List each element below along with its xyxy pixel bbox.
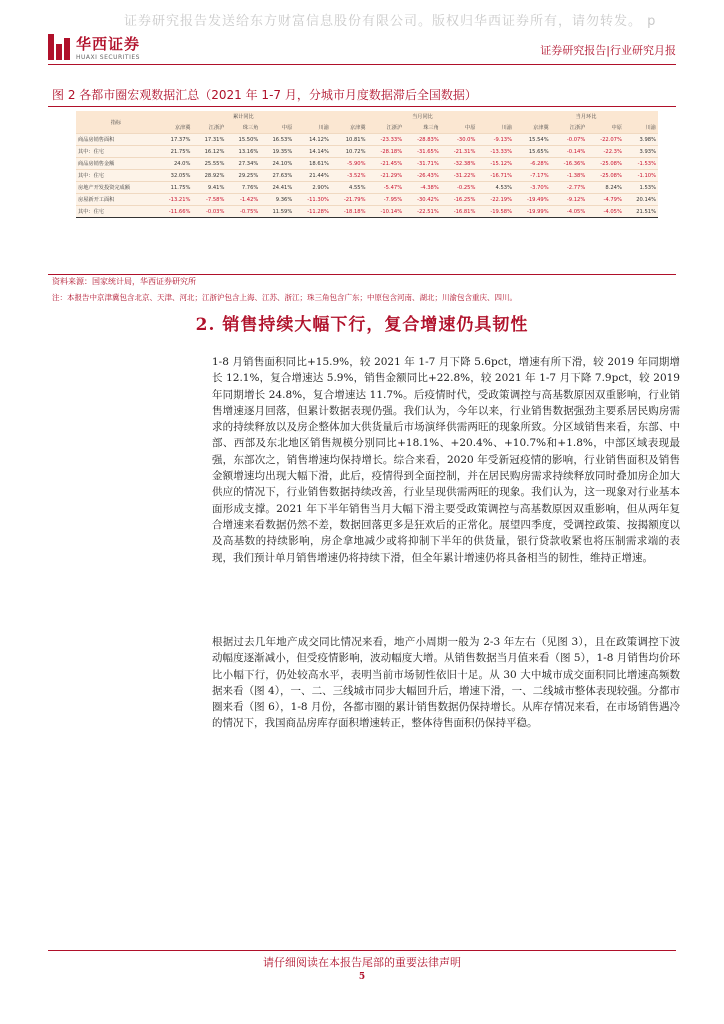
figure-note: 注：本报告中京津冀包含北京、天津、河北；江浙沪包含上海、江苏、浙江；珠三角包含广东；中原包含河南、湖北；川渝包含重庆、四川。 [52, 293, 517, 302]
column-header: 江浙沪 [192, 121, 226, 134]
table-cell: -3.52% [331, 170, 368, 182]
watermark: 证券研究报告发送给东方财富信息股份有限公司。版权归华西证券所有，请勿转发。 p [124, 14, 657, 29]
table-cell: -21.29% [368, 170, 405, 182]
table-row [76, 170, 658, 182]
table-cell: -16.25% [441, 194, 478, 206]
table-cell: -11.66% [156, 206, 193, 218]
logo-name-en: HUAXI SECURITIES [76, 54, 140, 61]
table-cell: -15.12% [477, 158, 514, 170]
table-cell: -22.19% [477, 194, 514, 206]
table-cell: -11.30% [294, 194, 331, 206]
legal-disclaimer: 请仔细阅读在本报告尾部的重要法律声明 [263, 956, 461, 969]
table-cell: -2.77% [551, 182, 588, 194]
table-cell: 14.12% [294, 134, 331, 146]
figure-divider [48, 106, 676, 107]
row-label: 其中：住宅 [76, 206, 156, 218]
table-cell: -0.75% [226, 206, 260, 218]
table-cell: 17.37% [156, 134, 193, 146]
table-cell: -31.65% [404, 146, 441, 158]
table-cell: -30.42% [404, 194, 441, 206]
table-cell: -19.58% [477, 206, 514, 218]
table-row [76, 194, 658, 206]
section-title: 2. 销售持续大幅下行，复合增速仍具韧性 [195, 315, 529, 335]
table-cell: -21.31% [441, 146, 478, 158]
table-cell: -1.38% [551, 170, 588, 182]
company-logo [48, 33, 140, 61]
source-divider [48, 274, 676, 275]
column-header: 珠三角 [226, 121, 260, 134]
table-cell: -28.83% [404, 134, 441, 146]
row-label: 商品房销售金额 [76, 158, 156, 170]
table-cell: 21.44% [294, 170, 331, 182]
figure-source: 资料来源：国家统计局，华西证券研究所 [52, 277, 196, 286]
table-cell: 20.14% [624, 194, 658, 206]
table-cell: -4.05% [551, 206, 588, 218]
table-cell: 8.24% [587, 182, 624, 194]
table-cell: -7.95% [368, 194, 405, 206]
header-divider [48, 64, 676, 65]
body-paragraph: 根据过去几年地产成交同比情况来看，地产小周期一般为 2-3 年左右（见图 3），且在政策调控下波动幅度逐渐减小，但受疫情影响，波动幅度大增。从销售数据当月值来看（图 5），1-8 月销售均价环比小幅下行，仍处较高水平，表明当前市场韧性依旧十足。从 30 大中城市成交面积同比增速高频数据来看（图 4），一、二、三线城市同步大幅回升后，增速下滑，一、二线城市整体表现较强。分都市圈来看（图 6），1-8 月份，各都市圈的累计销售数据仍保持增长。从库存情况来看，在市场销售遇冷的情况下，我国商品房库存面积增速转正，整体待售面积仍保持平稳。 [212, 636, 680, 730]
logo-name-cn: 华西证券 [76, 35, 141, 53]
table-cell: -13.21% [156, 194, 193, 206]
table-cell: 17.31% [192, 134, 226, 146]
column-header: 川渝 [624, 121, 658, 134]
table-cell: 11.59% [260, 206, 294, 218]
table-cell: -32.38% [441, 158, 478, 170]
table-cell: -22.3% [587, 146, 624, 158]
table-cell: 3.93% [624, 146, 658, 158]
table-cell: 25.55% [192, 158, 226, 170]
body-paragraph: 1-8 月销售面积同比+15.9%，较 2021 年 1-7 月下降 5.6pct，增速有所下滑，较 2019 年同期增长 12.1%，复合增速达 5.9%，销售金额同比+22.8%，较 2021 年 1-7 月下降 7.9pct，较 2019 年同期增长 24.8%，复合增速达 11.7%。后疫情时代，受政策调控与高基数原因双重影响，行业销售增速逐月回落，但累计数据表现仍强。我们认为，今年以来，行业销售数据强劲主要系居民购房需求的持续释放以及房企整体加大供货量后市场演绎供需两旺的现象所致。分区域销售来看，东部、中部、西部及东北地区销售规模分别同比+18.1%、+20.4%、+10.7%和+1.8%，中部区域表现最强，东部次之，销售增速均保持增长。综合来看，2020 年受新冠疫情的影响，行业销售面积及销售金额增速均出现大幅下滑，此后，疫情得到全面控制，并在居民购房需求持续释放同时叠加房企加大供应的情况下，行业销售数据持续改善，行业呈现供需两旺的现象。我们认为，这一现象对行业基本面形成支撑。2021 年下半年销售当月大幅下滑主要受政策调控与高基数原因双重影响，但从两年复合增速来看数据仍然不差，数据回落更多是狂欢后的正常化。展望四季度，受调控政策、按揭额度以及高基数的持续影响，房企拿地减少或将抑制下半年的供货量，银行贷款收紧也将压制需求端的表现，我们预计单月销售增速仍将持续下滑，但全年累计增速仍将具备相当的韧性，维持正增速。 [212, 356, 680, 564]
table-cell: -7.17% [514, 170, 551, 182]
table-cell: -16.71% [477, 170, 514, 182]
table-cell: 27.63% [260, 170, 294, 182]
table-cell: -0.03% [192, 206, 226, 218]
table-row [76, 158, 658, 170]
table-cell: -26.43% [404, 170, 441, 182]
row-label: 房地产开发投资完成额 [76, 182, 156, 194]
column-header: 中原 [441, 121, 478, 134]
table-cell: -4.79% [587, 194, 624, 206]
row-label: 其中：住宅 [76, 146, 156, 158]
table-cell: -7.58% [192, 194, 226, 206]
table-cell: 28.92% [192, 170, 226, 182]
table-cell: 18.61% [294, 158, 331, 170]
table-row [76, 134, 658, 146]
table-cell: 15.54% [514, 134, 551, 146]
table-cell: -0.14% [551, 146, 588, 158]
table-cell: -19.99% [514, 206, 551, 218]
table-cell: -3.70% [514, 182, 551, 194]
column-header: 川渝 [477, 121, 514, 134]
column-header: 京津冀 [156, 121, 193, 134]
table-cell: 9.36% [260, 194, 294, 206]
table-cell: -30.0% [441, 134, 478, 146]
table-cell: -31.71% [404, 158, 441, 170]
table-cell: -31.22% [441, 170, 478, 182]
table-cell: 11.75% [156, 182, 193, 194]
table-cell: -11.28% [294, 206, 331, 218]
table-cell: -23.33% [368, 134, 405, 146]
table-cell: -19.49% [514, 194, 551, 206]
table-cell: -10.14% [368, 206, 405, 218]
table-cell: 27.34% [226, 158, 260, 170]
table-cell: -0.07% [551, 134, 588, 146]
table-cell: -21.79% [331, 194, 368, 206]
column-header: 江浙沪 [551, 121, 588, 134]
table-cell: -1.10% [624, 170, 658, 182]
table-cell: 16.53% [260, 134, 294, 146]
report-type: 证券研究报告|行业研究月报 [540, 44, 676, 57]
table-cell: 21.51% [624, 206, 658, 218]
table-cell: -18.18% [331, 206, 368, 218]
table-cell: -1.53% [624, 158, 658, 170]
table-cell: 1.53% [624, 182, 658, 194]
table-cell: -9.13% [477, 134, 514, 146]
table-cell: 4.53% [477, 182, 514, 194]
table-cell: 24.0% [156, 158, 193, 170]
row-label: 商品房销售面积 [76, 134, 156, 146]
table-row [76, 182, 658, 194]
row-label: 房屋新开工面积 [76, 194, 156, 206]
table-cell: 9.41% [192, 182, 226, 194]
column-header: 中原 [260, 121, 294, 134]
table-cell: 15.50% [226, 134, 260, 146]
table-cell: 10.81% [331, 134, 368, 146]
table-row [76, 146, 658, 158]
table-cell: -13.33% [477, 146, 514, 158]
macro-data-table [76, 111, 658, 218]
table-cell: 15.65% [514, 146, 551, 158]
table-cell: -6.28% [514, 158, 551, 170]
row-label: 其中：住宅 [76, 170, 156, 182]
table-cell: -21.45% [368, 158, 405, 170]
column-header: 中原 [587, 121, 624, 134]
table-cell: -4.05% [587, 206, 624, 218]
page-number: 5 [358, 972, 366, 982]
figure-title: 图 2 各都市圈宏观数据汇总（2021 年 1-7 月，分城市月度数据滞后全国数据） [52, 88, 477, 102]
table-cell: 19.35% [260, 146, 294, 158]
group-header: 当月环比 [514, 111, 658, 121]
logo-icon [48, 34, 70, 60]
table-cell: 4.55% [331, 182, 368, 194]
table-cell: -1.42% [226, 194, 260, 206]
footer-divider [48, 950, 676, 951]
table-cell: 14.14% [294, 146, 331, 158]
table-cell: 10.72% [331, 146, 368, 158]
column-header: 京津冀 [514, 121, 551, 134]
table-cell: 7.76% [226, 182, 260, 194]
group-header: 当月同比 [331, 111, 514, 121]
table-corner-label: 指标 [76, 111, 156, 134]
table-cell: -9.12% [551, 194, 588, 206]
table-cell: -5.90% [331, 158, 368, 170]
group-header: 累计同比 [156, 111, 331, 121]
table-cell: 2.90% [294, 182, 331, 194]
table-cell: -22.51% [404, 206, 441, 218]
table-cell: 24.41% [260, 182, 294, 194]
table-cell: -28.18% [368, 146, 405, 158]
table-cell: 3.98% [624, 134, 658, 146]
table-cell: 32.05% [156, 170, 193, 182]
table-cell: 16.12% [192, 146, 226, 158]
column-header: 京津冀 [331, 121, 368, 134]
table-cell: -22.07% [587, 134, 624, 146]
table-cell: 29.25% [226, 170, 260, 182]
table-cell: -25.08% [587, 158, 624, 170]
column-header: 江浙沪 [368, 121, 405, 134]
column-header: 川渝 [294, 121, 331, 134]
table-cell: 24.10% [260, 158, 294, 170]
table-cell: -4.38% [404, 182, 441, 194]
table-cell: -5.47% [368, 182, 405, 194]
table-cell: -16.36% [551, 158, 588, 170]
table-cell: 21.75% [156, 146, 193, 158]
table-cell: -16.81% [441, 206, 478, 218]
table-cell: 13.16% [226, 146, 260, 158]
table-cell: -25.08% [587, 170, 624, 182]
column-header: 珠三角 [404, 121, 441, 134]
table-row [76, 206, 658, 218]
table-cell: -0.25% [441, 182, 478, 194]
